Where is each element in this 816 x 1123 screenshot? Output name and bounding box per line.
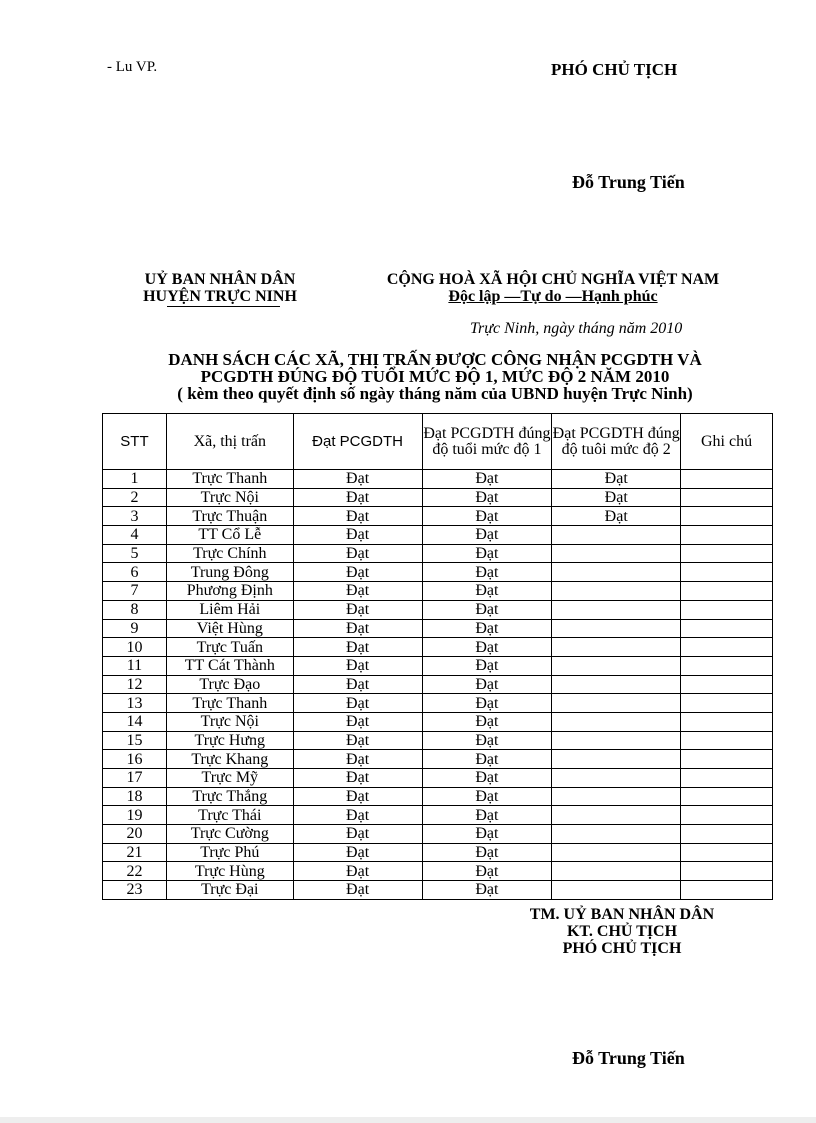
title-line3: ( kèm theo quyết định số ngày tháng năm của UBND huyện Trực Ninh)	[177, 384, 693, 403]
level2-cell	[552, 544, 681, 563]
header-achieved: Đạt PCGDTH	[293, 414, 422, 470]
table-header-row	[103, 414, 773, 470]
stt-cell: 17	[103, 769, 167, 788]
stt-cell: 23	[103, 881, 167, 900]
notes-cell	[681, 694, 773, 713]
notes-cell	[681, 600, 773, 619]
level2-cell	[552, 675, 681, 694]
level2-cell	[552, 825, 681, 844]
achieved-cell: Đạt	[293, 488, 422, 507]
commune-cell: Trực Đạo	[166, 675, 293, 694]
page-edge	[0, 1117, 816, 1123]
level2-cell	[552, 843, 681, 862]
commune-cell: Trực Hưng	[166, 731, 293, 750]
level1-cell: Đạt	[422, 881, 552, 900]
header-notes: Ghi chú	[681, 414, 773, 470]
table-row	[103, 470, 773, 489]
commune-cell: TT Cát Thành	[166, 656, 293, 675]
notes-cell	[681, 675, 773, 694]
achieved-cell: Đạt	[293, 862, 422, 881]
level2-cell	[552, 656, 681, 675]
commune-cell: Trực Thanh	[166, 694, 293, 713]
commune-cell: Trực Thắng	[166, 787, 293, 806]
stt-cell: 12	[103, 675, 167, 694]
achieved-cell: Đạt	[293, 694, 422, 713]
notes-cell	[681, 470, 773, 489]
notes-cell	[681, 843, 773, 862]
table-row	[103, 694, 773, 713]
signer-name-bottom: Đỗ Trung Tiến	[572, 1048, 685, 1068]
stt-cell: 20	[103, 825, 167, 844]
achieved-cell: Đạt	[293, 750, 422, 769]
commune-cell: Trực Đại	[166, 881, 293, 900]
stt-cell: 1	[103, 470, 167, 489]
achieved-cell: Đạt	[293, 825, 422, 844]
notes-cell	[681, 488, 773, 507]
achieved-cell: Đạt	[293, 600, 422, 619]
commune-cell: Trực Thuận	[166, 507, 293, 526]
table-row	[103, 638, 773, 657]
level2-cell	[552, 526, 681, 545]
notes-cell	[681, 787, 773, 806]
level1-cell: Đạt	[422, 656, 552, 675]
commune-cell: Trực Cường	[166, 825, 293, 844]
commune-list-table	[102, 413, 773, 900]
header-level1: Đạt PCGDTH đúng độ tuổi mức độ 1	[422, 414, 552, 470]
commune-cell: Trực Khang	[166, 750, 293, 769]
stt-cell: 9	[103, 619, 167, 638]
commune-cell: Liêm Hải	[166, 600, 293, 619]
achieved-cell: Đạt	[293, 544, 422, 563]
signature-line1: TM. UỶ BAN NHÂN DÂN	[529, 906, 715, 923]
level2-cell: Đạt	[552, 507, 681, 526]
level1-cell: Đạt	[422, 600, 552, 619]
signer-name-top: Đỗ Trung Tiến	[572, 172, 685, 192]
document-title	[90, 351, 780, 402]
achieved-cell: Đạt	[293, 563, 422, 582]
table-row	[103, 507, 773, 526]
achieved-cell: Đạt	[293, 526, 422, 545]
level2-cell	[552, 600, 681, 619]
achieved-cell: Đạt	[293, 656, 422, 675]
notes-cell	[681, 769, 773, 788]
stt-cell: 18	[103, 787, 167, 806]
level1-cell: Đạt	[422, 544, 552, 563]
stt-cell: 19	[103, 806, 167, 825]
notes-cell	[681, 656, 773, 675]
level1-cell: Đạt	[422, 507, 552, 526]
table-row	[103, 675, 773, 694]
level1-cell: Đạt	[422, 488, 552, 507]
commune-cell: Trực Chính	[166, 544, 293, 563]
level2-cell	[552, 862, 681, 881]
level2-cell: Đạt	[552, 488, 681, 507]
commune-cell: Phương Định	[166, 582, 293, 601]
stt-cell: 14	[103, 712, 167, 731]
title-line2: PCGDTH ĐÚNG ĐỘ TUỔI MỨC ĐỘ 1, MỨC ĐỘ 2 NĂM 2010	[200, 367, 670, 386]
org-line2: HUYỆN TRỰC NINH	[143, 288, 297, 305]
commune-cell: Trực Thanh	[166, 470, 293, 489]
achieved-cell: Đạt	[293, 731, 422, 750]
commune-cell: Trực Phú	[166, 843, 293, 862]
signature-line2: KT. CHỦ TỊCH	[566, 923, 678, 940]
level1-cell: Đạt	[422, 769, 552, 788]
table-row	[103, 769, 773, 788]
level1-cell: Đạt	[422, 787, 552, 806]
level2-cell	[552, 582, 681, 601]
stt-cell: 8	[103, 600, 167, 619]
table-row	[103, 544, 773, 563]
table-row	[103, 843, 773, 862]
org-underline	[167, 306, 280, 307]
table-row	[103, 619, 773, 638]
table-row	[103, 750, 773, 769]
stt-cell: 2	[103, 488, 167, 507]
stt-cell: 11	[103, 656, 167, 675]
level1-cell: Đạt	[422, 694, 552, 713]
recipient-note: - Lu VP.	[107, 59, 158, 75]
table-row	[103, 712, 773, 731]
notes-cell	[681, 731, 773, 750]
notes-cell	[681, 806, 773, 825]
achieved-cell: Đạt	[293, 675, 422, 694]
level2-cell	[552, 731, 681, 750]
level2-cell	[552, 694, 681, 713]
commune-cell: Trực Thái	[166, 806, 293, 825]
stt-cell: 22	[103, 862, 167, 881]
level1-cell: Đạt	[422, 470, 552, 489]
level1-cell: Đạt	[422, 675, 552, 694]
place-date: Trực Ninh, ngày tháng năm 2010	[470, 320, 683, 337]
table-row	[103, 787, 773, 806]
notes-cell	[681, 619, 773, 638]
nation-line2: Độc lập —Tự do —Hạnh phúc	[448, 288, 658, 305]
notes-cell	[681, 881, 773, 900]
level1-cell: Đạt	[422, 750, 552, 769]
notes-cell	[681, 862, 773, 881]
commune-cell: Trực Tuấn	[166, 638, 293, 657]
org-line1: UỶ BAN NHÂN DÂN	[144, 271, 296, 288]
title-line1: DANH SÁCH CÁC XÃ, THỊ TRẤN ĐƯỢC CÔNG NHẬN PCGDTH VÀ	[168, 350, 702, 369]
notes-cell	[681, 825, 773, 844]
level1-cell: Đạt	[422, 526, 552, 545]
level1-cell: Đạt	[422, 806, 552, 825]
stt-cell: 7	[103, 582, 167, 601]
table-row	[103, 881, 773, 900]
achieved-cell: Đạt	[293, 806, 422, 825]
commune-cell: Trực Nội	[166, 712, 293, 731]
level2-cell	[552, 750, 681, 769]
signature-block	[490, 906, 754, 957]
level2-cell	[552, 806, 681, 825]
stt-cell: 6	[103, 563, 167, 582]
stt-cell: 15	[103, 731, 167, 750]
level1-cell: Đạt	[422, 619, 552, 638]
header-commune: Xã, thị trấn	[166, 414, 293, 470]
level1-cell: Đạt	[422, 712, 552, 731]
achieved-cell: Đạt	[293, 582, 422, 601]
achieved-cell: Đạt	[293, 881, 422, 900]
signature-line3: PHÓ CHỦ TỊCH	[562, 940, 682, 957]
header-stt: STT	[103, 414, 167, 470]
achieved-cell: Đạt	[293, 507, 422, 526]
stt-cell: 5	[103, 544, 167, 563]
notes-cell	[681, 750, 773, 769]
table-row	[103, 600, 773, 619]
notes-cell	[681, 712, 773, 731]
nation-line1: CỘNG HOÀ XÃ HỘI CHỦ NGHĨA VIỆT NAM	[386, 271, 720, 288]
notes-cell	[681, 526, 773, 545]
level2-cell	[552, 619, 681, 638]
level2-cell	[552, 712, 681, 731]
notes-cell	[681, 638, 773, 657]
achieved-cell: Đạt	[293, 769, 422, 788]
level1-cell: Đạt	[422, 731, 552, 750]
achieved-cell: Đạt	[293, 470, 422, 489]
stt-cell: 10	[103, 638, 167, 657]
level2-cell	[552, 638, 681, 657]
level1-cell: Đạt	[422, 638, 552, 657]
level2-cell	[552, 881, 681, 900]
commune-cell: Trực Nội	[166, 488, 293, 507]
header-level2: Đạt PCGDTH đúng độ tuôi mức độ 2	[552, 414, 681, 470]
level2-cell: Đạt	[552, 470, 681, 489]
commune-cell: Trung Đông	[166, 563, 293, 582]
table-row	[103, 731, 773, 750]
org-name	[120, 271, 320, 305]
level1-cell: Đạt	[422, 843, 552, 862]
achieved-cell: Đạt	[293, 638, 422, 657]
table-row	[103, 526, 773, 545]
level2-cell	[552, 563, 681, 582]
stt-cell: 13	[103, 694, 167, 713]
level2-cell	[552, 769, 681, 788]
stt-cell: 16	[103, 750, 167, 769]
level2-cell	[552, 787, 681, 806]
achieved-cell: Đạt	[293, 787, 422, 806]
table-row	[103, 656, 773, 675]
table-row	[103, 825, 773, 844]
national-motto	[352, 271, 754, 305]
notes-cell	[681, 507, 773, 526]
level1-cell: Đạt	[422, 563, 552, 582]
commune-cell: Trực Mỹ	[166, 769, 293, 788]
table-row	[103, 862, 773, 881]
achieved-cell: Đạt	[293, 712, 422, 731]
level1-cell: Đạt	[422, 582, 552, 601]
commune-cell: Trực Hùng	[166, 862, 293, 881]
stt-cell: 3	[103, 507, 167, 526]
level1-cell: Đạt	[422, 862, 552, 881]
commune-cell: TT Cổ Lễ	[166, 526, 293, 545]
table-row	[103, 488, 773, 507]
notes-cell	[681, 544, 773, 563]
table-row	[103, 806, 773, 825]
achieved-cell: Đạt	[293, 619, 422, 638]
notes-cell	[681, 563, 773, 582]
stt-cell: 21	[103, 843, 167, 862]
commune-cell: Việt Hùng	[166, 619, 293, 638]
position-title-top: PHÓ CHỦ TỊCH	[551, 60, 678, 79]
table-row	[103, 582, 773, 601]
stt-cell: 4	[103, 526, 167, 545]
table-row	[103, 563, 773, 582]
notes-cell	[681, 582, 773, 601]
achieved-cell: Đạt	[293, 843, 422, 862]
level1-cell: Đạt	[422, 825, 552, 844]
